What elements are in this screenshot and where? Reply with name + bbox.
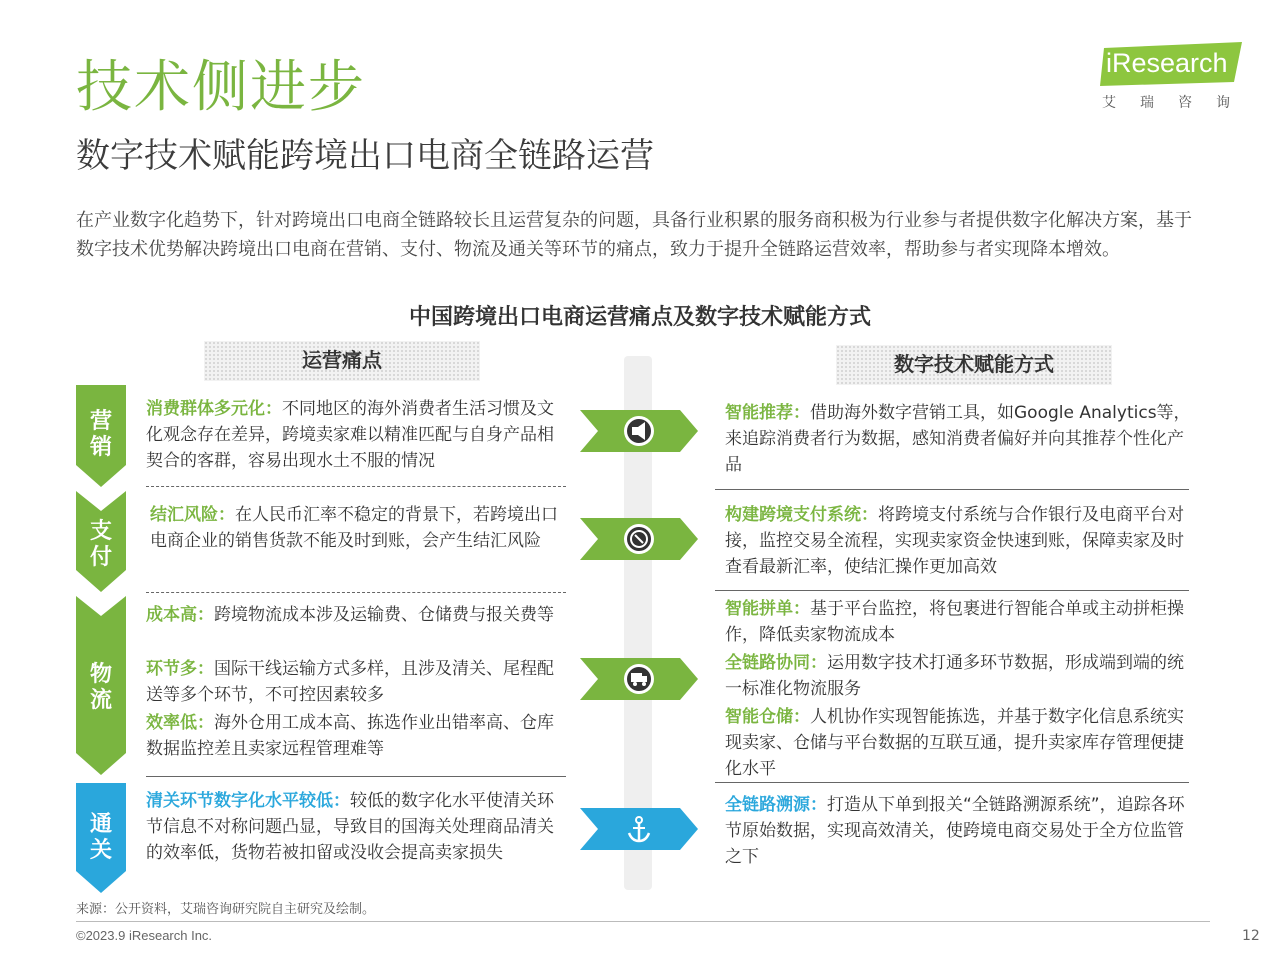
pain-payment: 结汇风险：在人民币汇率不稳定的背景下，若跨境出口电商企业的销售货款不能及时到账，会产生结汇风险 (150, 505, 558, 551)
page-number: 12 (1242, 928, 1260, 944)
anchor-icon (580, 808, 698, 850)
solution-logistics-consolidation: 智能拼单：基于平台监控，将包裹进行智能合单或主动拼柜操作，降低卖家物流成本 (725, 599, 1184, 645)
divider (146, 776, 566, 777)
divider (146, 592, 566, 593)
divider (146, 486, 566, 487)
logo-wordmark: iResearch (1106, 48, 1228, 78)
pain-marketing: 消费群体多元化：不同地区的海外消费者生活习惯及文化观念存在差异，跨境卖家难以精准匹配与自身产品相契合的客群，容易出现水土不服的情况 (146, 399, 554, 471)
badge-logistics (580, 658, 698, 700)
pain-logistics-cost: 成本高：跨境物流成本涉及运输费、仓储费与报关费等 (146, 605, 554, 625)
source-note: 来源：公开资料，艾瑞咨询研究院自主研究及绘制。 (76, 902, 376, 917)
truck-icon (580, 658, 698, 700)
coin-icon (580, 518, 698, 560)
badge-marketing (580, 410, 698, 452)
category-payment: 支付 (89, 519, 112, 570)
divider (715, 590, 1189, 591)
pain-logistics-steps: 环节多：国际干线运输方式多样，且涉及清关、尾程配送等多个环节，不可控因素较多 (146, 659, 554, 705)
page-title: 技术侧进步 (76, 55, 366, 120)
solution-customs: 全链路溯源：打造从下单到报关“全链路溯源系统”，追踪各环节原始数据，实现高效清关，使跨境电商交易处于全方位监管之下 (725, 795, 1185, 867)
iresearch-logo (1098, 42, 1254, 114)
divider (715, 489, 1189, 490)
category-marketing: 营销 (89, 409, 112, 460)
category-customs: 通关 (89, 812, 112, 863)
category-logistics: 物流 (89, 662, 112, 713)
figure-title: 中国跨境出口电商运营痛点及数字技术赋能方式 (408, 305, 871, 330)
right-column-header: 数字技术赋能方式 (836, 345, 1112, 385)
category-chevrons (76, 385, 126, 895)
badge-customs (580, 808, 698, 850)
pain-customs: 清关环节数字化水平较低：较低的数字化水平使清关环节信息不对称问题凸显，导致目的国海关处理商品清关的效率低，货物若被扣留或没收会提高卖家损失 (146, 791, 554, 863)
copyright: ©2023.9 iResearch Inc. (76, 928, 213, 943)
solution-marketing: 智能推荐：借助海外数字营销工具，如Google Analytics等，来追踪消费者行为数据，感知消费者偏好并向其推荐个性化产品 (725, 403, 1191, 475)
divider (715, 782, 1189, 783)
megaphone-icon (580, 410, 698, 452)
badge-payment (580, 518, 698, 560)
solution-logistics-warehouse: 智能仓储：人机协作实现智能拣选，并基于数字化信息系统实现卖家、仓储与平台数据的互联互通，提升卖家库存管理便捷化水平 (725, 707, 1184, 779)
page-subtitle: 数字技术赋能跨境出口电商全链路运营 (76, 136, 654, 176)
left-column-header: 运营痛点 (204, 341, 480, 381)
pain-logistics-efficiency: 效率低：海外仓用工成本高、拣选作业出错率高、仓库数据监控差且卖家远程管理难等 (146, 713, 554, 759)
intro-paragraph: 在产业数字化趋势下，针对跨境出口电商全链路较长且运营复杂的问题，具备行业积累的服务商积极为行业参与者提供数字化解决方案，基于数字技术优势解决跨境出口电商在营销、支付、物流及通关等环节的痛点，致力于提升全链路运营效率，帮助参与者实现降本增效。 (76, 210, 1192, 260)
logo-cn-text: 艾瑞咨询 (1102, 95, 1254, 111)
footer-divider (76, 921, 1210, 922)
solution-logistics-coordination: 全链路协同：运用数字技术打通多环节数据，形成端到端的统一标准化物流服务 (725, 653, 1184, 699)
solution-payment: 构建跨境支付系统：将跨境支付系统与合作银行及电商平台对接，监控交易全流程，实现卖家资金快速到账，保障卖家及时查看最新汇率，使结汇操作更加高效 (725, 505, 1184, 577)
